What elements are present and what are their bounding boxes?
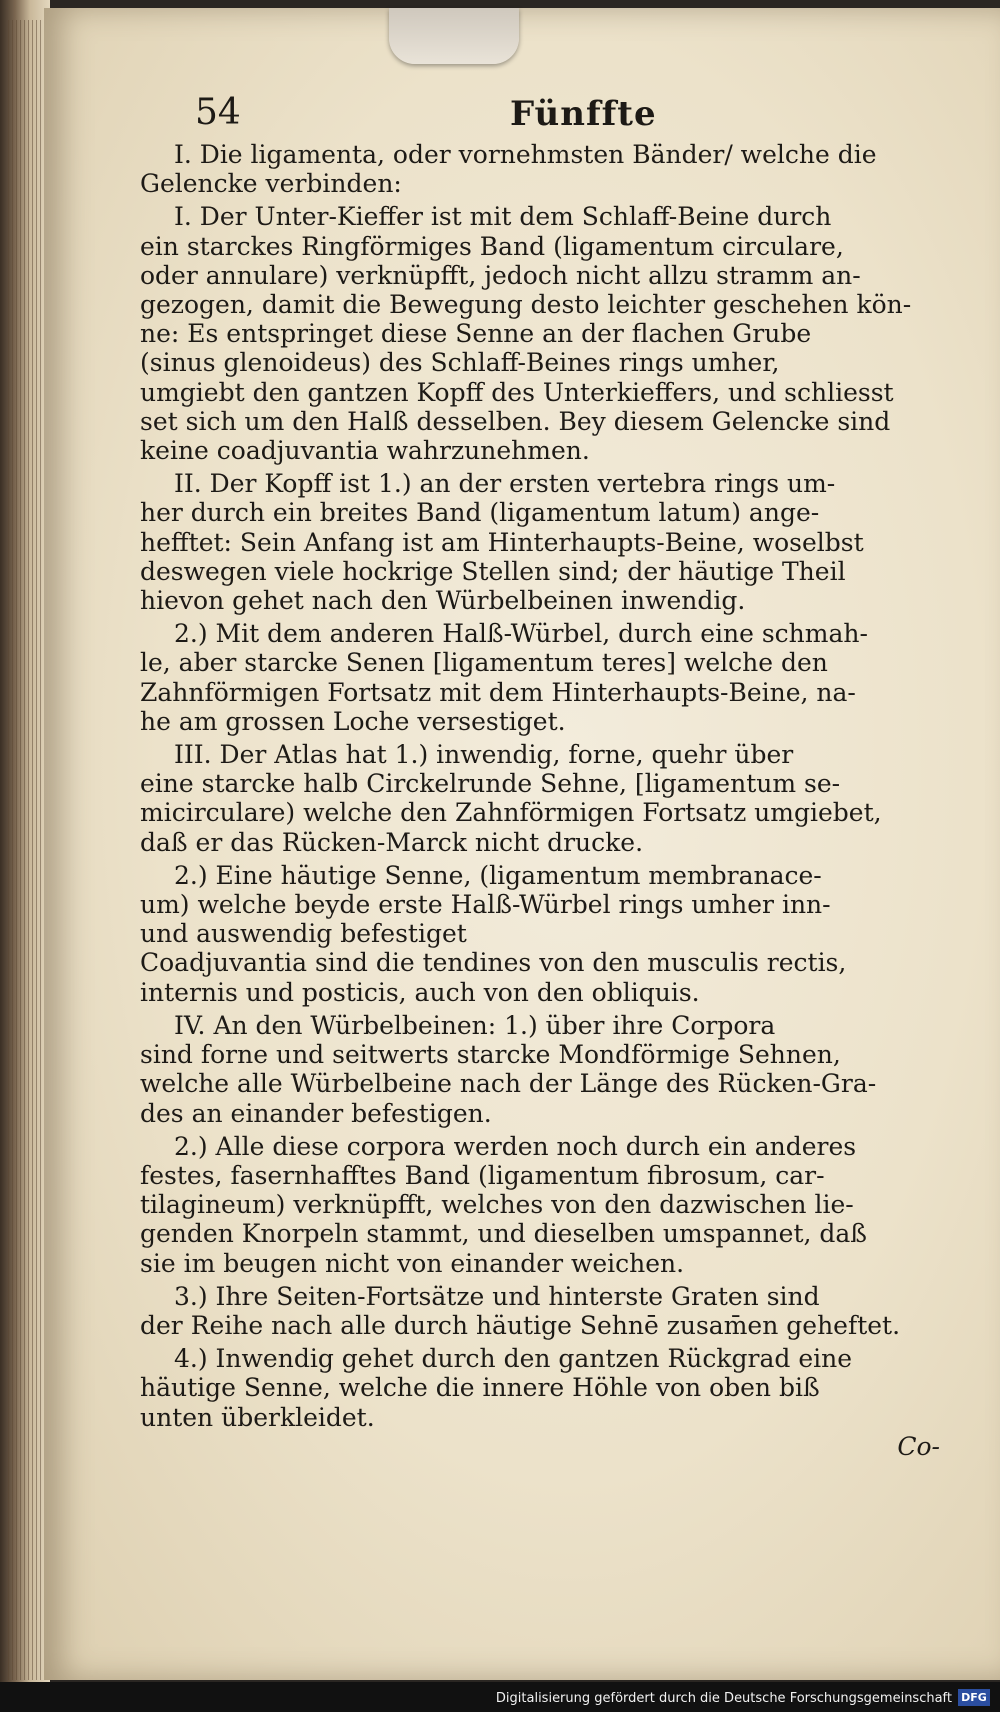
- text-line: 2.) Alle diese corpora werden noch durch ein anderes: [174, 1131, 857, 1161]
- text-line: des an einander befestigen.: [140, 1098, 492, 1128]
- text-line: sie im beugen nicht von einander weichen.: [140, 1248, 685, 1278]
- text-line: micirculare) welche den Zahnförmigen Fortsatz umgiebet,: [140, 798, 882, 828]
- text-line: keine coadjuvantia wahrzunehmen.: [140, 436, 590, 466]
- book-spine: [0, 0, 50, 1712]
- text-line: 2.) Mit dem anderen Halß-Würbel, durch eine schmah-: [174, 619, 868, 649]
- text-line: her durch ein breites Band (ligamentum latum) ange-: [140, 498, 820, 528]
- text-line: oder annulare) verknüpfft, jedoch nicht allzu stramm an-: [140, 260, 861, 290]
- text-line: und auswendig befestiget: [140, 919, 467, 949]
- text-line: I. Die ligamenta, oder vornehmsten Bänder/ welche die: [174, 140, 877, 169]
- text-line: unten überkleidet.: [140, 1402, 375, 1432]
- text-line: IV. An den Würbelbeinen: 1.) über ihre Corpora: [174, 1010, 776, 1040]
- text-line: ein starckes Ringförmiges Band (ligamentum circulare,: [140, 231, 844, 261]
- text-line: Coadjuvantia sind die tendines von den musculis rectis,: [140, 948, 847, 978]
- running-title: Fünffte: [510, 94, 657, 134]
- text-line: (sinus glenoideus) des Schlaff-Beines rings umher,: [140, 348, 780, 378]
- text-line: Zahnförmigen Fortsatz mit dem Hinterhaupts-Beine, na-: [140, 677, 856, 707]
- running-header: [140, 92, 970, 140]
- text-line: deswegen viele hockrige Stellen sind; der häutige Theil: [140, 556, 846, 586]
- text-line: hievon gehet nach den Würbelbeinen inwendig.: [140, 586, 746, 616]
- funding-credit: Digitalisierung gefördert durch die Deutsche Forschungsgemeinschaft: [495, 1691, 952, 1706]
- text-line: umgiebt den gantzen Kopff des Unterkieffers, und schliesst: [140, 377, 894, 407]
- text-line: tilagineum) verknüpfft, welches von den dazwischen lie-: [140, 1190, 854, 1220]
- text-line: hefftet: Sein Anfang ist am Hinterhaupts-Beine, woselbst: [140, 527, 864, 557]
- text-line: II. Der Kopff ist 1.) an der ersten vertebra rings um-: [174, 469, 836, 499]
- text-line: festes, fasernhafftes Band (ligamentum fibrosum, car-: [140, 1160, 825, 1190]
- footer-bar: [0, 1682, 1000, 1712]
- page-clip: [389, 8, 519, 64]
- text-line: 3.) Ihre Seiten-Fortsätze und hinterste Graten sind: [174, 1281, 820, 1311]
- text-line: welche alle Würbelbeine nach der Länge des Rücken-Gra-: [140, 1069, 877, 1099]
- text-line: um) welche beyde erste Halß-Würbel rings umher inn-: [140, 890, 831, 920]
- text-line: internis und posticis, auch von den obliquis.: [140, 977, 700, 1007]
- text-line: gezogen, damit die Bewegung desto leichter geschehen kön-: [140, 290, 912, 320]
- catchword: Co-: [897, 1431, 940, 1461]
- text-line: der Reihe nach alle durch häutige Sehnē zusam̄en geheftet.: [140, 1310, 901, 1340]
- text-line: set sich um den Halß desselben. Bey diesem Gelencke sind: [140, 406, 891, 436]
- text-line: Gelencke verbinden:: [140, 169, 402, 199]
- text-line: 2.) Eine häutige Senne, (ligamentum membranace-: [174, 860, 822, 890]
- text-line: ne: Es entspringet diese Senne an der flachen Grube: [140, 319, 812, 349]
- text-line: he am grossen Loche versestiget.: [140, 706, 566, 736]
- text-line: häutige Senne, welche die innere Höhle von oben biß: [140, 1373, 820, 1403]
- text-line: le, aber starcke Senen [ligamentum teres] welche den: [140, 648, 828, 678]
- text-line: sind forne und seitwerts starcke Mondförmige Sehnen,: [140, 1040, 841, 1070]
- text-line: eine starcke halb Circkelrunde Sehne, [ligamentum se-: [140, 769, 841, 799]
- text-line: genden Knorpeln stammt, und dieselben umspannet, daß: [140, 1219, 868, 1249]
- text-line: daß er das Rücken-Marck nicht drucke.: [140, 827, 644, 857]
- page-edges: [8, 20, 44, 1680]
- text-line: III. Der Atlas hat 1.) inwendig, forne, quehr über: [174, 740, 794, 770]
- dfg-logo: DFG: [958, 1689, 990, 1706]
- page-text: [140, 92, 970, 1461]
- text-line: I. Der Unter-Kieffer ist mit dem Schlaff-Beine durch: [174, 202, 832, 232]
- text-line: 4.) Inwendig gehet durch den gantzen Rückgrad eine: [174, 1344, 853, 1374]
- page-number: 54: [195, 92, 241, 133]
